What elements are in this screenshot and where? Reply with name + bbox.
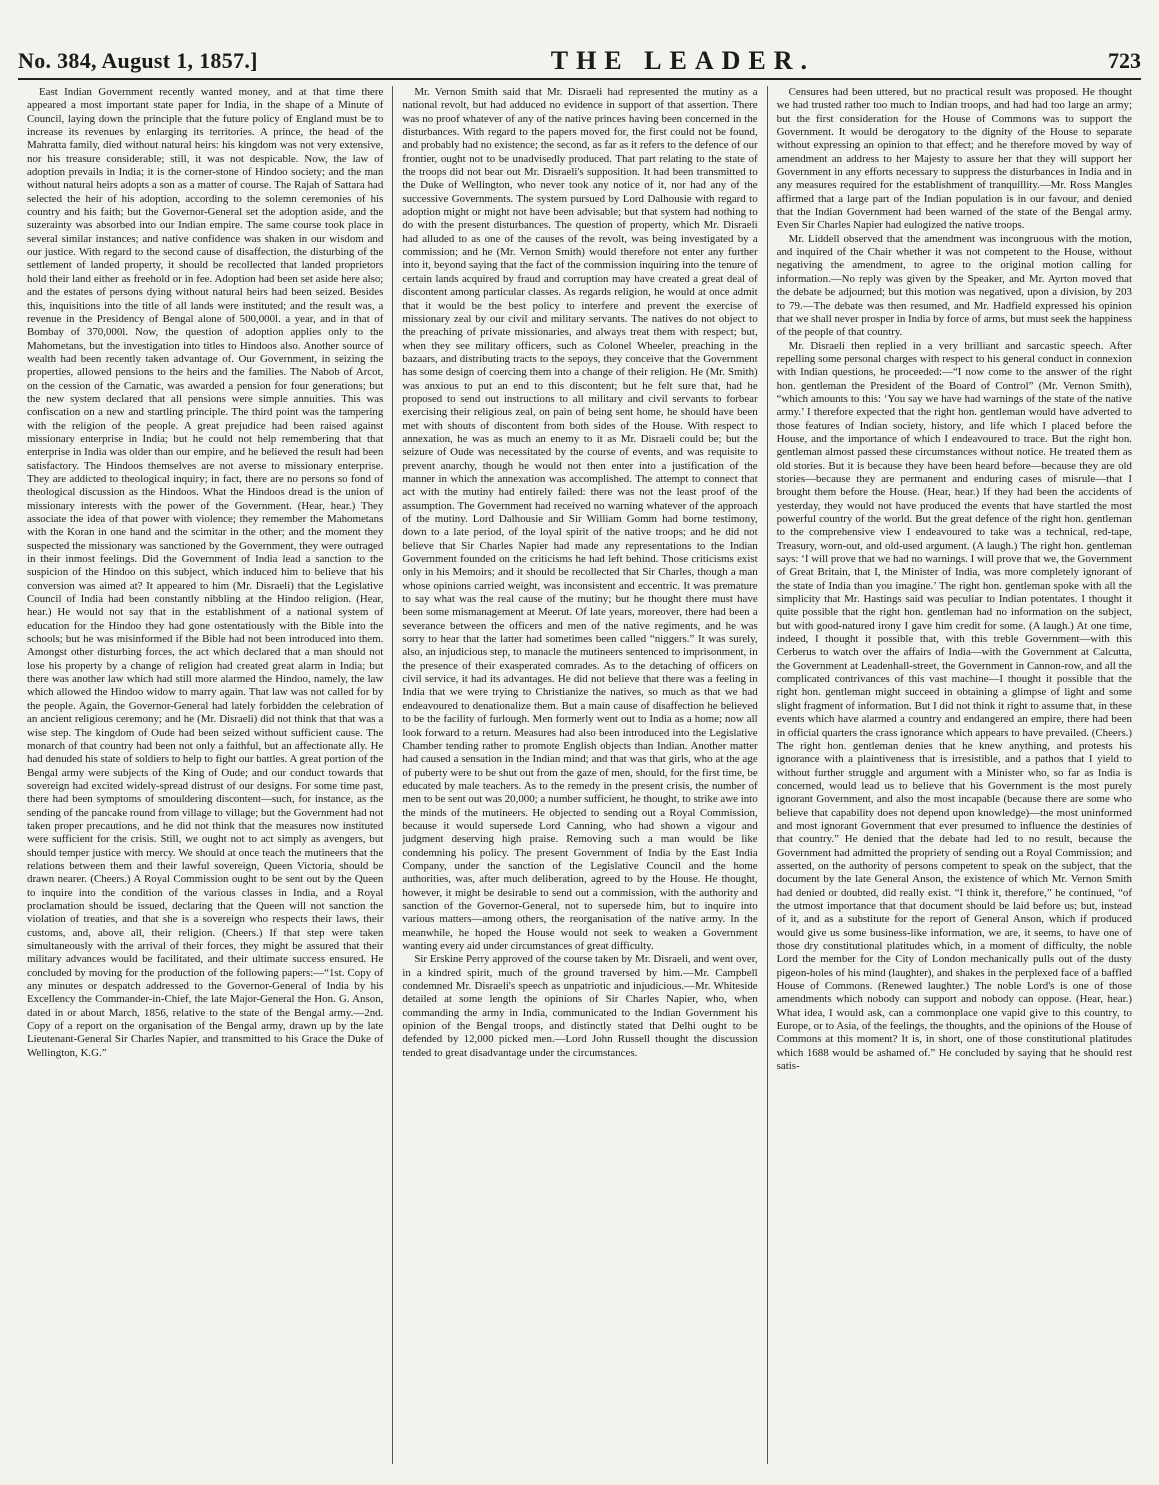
paragraph: East Indian Government recently wanted money, and at that time there appeared a most important state paper for India, in the shape of a Minute of Council, laying down the principle that the future policy of England must be to increase its revenues by enlarging its territories. A prince, the head of the Mahratta family, died without natural heirs: his kingdom was not very extensive, nor his treasure considerable; still, it was not despicable. Now, the law of adoption prevails in India; it is the corner-stone of Hindoo society; and the man without natural heirs adopts a son as a matter of course. The Rajah of Sattara had selected the heir of his adoption, according to the solemn ceremonies of his country and his faith; but the Governor-General set the adoption aside, and the suzerainty was absorbed into our Indian empire. The same course took place in several similar instances; and native confidence was shaken in our wisdom and our justice. With regard to the second cause of disaffection, the disturbing of the settlement of landed property, it should be recollected that landed proprietors hold their land either as freehold or in fee. Adoption had been set aside here also; and the estates of persons dying without natural heirs had been seized. Besides this, inquisitions into the title of all lands were instituted; and the result was, a revenue in the Presidency of Bengal alone of 500,000l. a year, and in that of Bombay of 370,000l. Now, the question of adoption applies only to the Mahometans, but the investigation into titles to Hindoos also. Another source of wealth had been recently taken advantage of. Our Government, in seizing the properties, allowed pensions to the heirs and the families. The Nabob of Arcot, on the cession of the Carnatic, was awarded a pension for four generations; but the new system declared that all pensions were simple annuities. This was confiscation on a new and startling principle. The third point was the tampering with the religion of the people. A great prejudice had been raised against missionary enterprise in India; but he could not help remembering that that enterprise in India was older than our empire, and he believed the result had been satisfactory. The Hindoos themselves are not averse to missionary enterprise. They are addicted to theological inquiry; in fact, there are no persons so fond of theological discussion as the Hindoos. What the Hindoos dread is the union of missionary interests with the power of the Government. (Hear, hear.) They associate the idea of that power with violence; they remember the Mahometans with the Koran in one hand and the scimitar in the other; and the moment they suspected the missionary was sanctioned by the Government, they were outraged in their inmost feelings. Did the Government of India lead a sanction to the suspicion of the Hindoo on this subject, which induced him to believe that his conversion was aimed at? It appeared to him (Mr. Disraeli) that the Legislative Council of India had been constantly nibbling at the Hindoo religion. (Hear, hear.) He would not say that in the establishment of a national system of education for the Hindoo they had gone ostentatiously with the Bible into the schools; but he was misinformed if the Bible had not been introduced into them. Amongst other disturbing forces, the act which declared that a man should not lose his property by a change of religion had created great alarm in India; but there was another law which had still more alarmed the Hindoo, namely, the law which allowed the Hindoo widow to marry again. That law was not called for by the people. Again, the Governor-General had lately forbidden the celebration of an ancient religious ceremony; and he (Mr. Disraeli) did not think that that was a wise step. The kingdom of Oude had been seized without sufficient cause. The monarch of that country had been not only a faithful, but an affectionate ally. He had denuded his state of soldiers to help to fight our battles. A great portion of the Bengal army were subjects of the King of Oude; and our conduct towards that sovereign had excited widely-spread distrust of our designs. For some time past, there had been symptoms of smouldering discontent—such, for instance, as the sending of the pancake round from village to village; but the Government had not taken proper precautions, and he did not think that the measures now instituted were sufficient for the crisis. Still, we ought not to act simply as avengers, but should temper justice with mercy. We should at once teach the mutineers that the relations between them and their lawful sovereign, Queen Victoria, should be drawn nearer. (Cheers.) A Royal Commission ought to be sent out by the Queen to inquire into the condition of the various classes in India, and a Royal proclamation should be issued, declaring that the Queen will not sanction the violation of treaties, and that she is a sovereign who respects their laws, their customs, and, above all, their religion. (Cheers.) If that step were taken simultaneously with the arrival of their forces, they might be assured that their military advances would be facilitated, and their ultimate success ensured. He concluded by moving for the production of the following papers:—“1st. Copy of any minutes or despatch addressed to the Governor-General of India by his Excellency the Commander-in-Chief, the late Major-General the Hon. G. Anson, dated in or about March, 1856, relative to the state of the Bengal army.—2nd. Copy of a report on the organisation of the Bengal army, drawn up by the late Lieutenant-General Sir Charles Napier, and transmitted to his Grace the Duke of Wellington, K.G.” (27, 86, 384, 1059)
masthead (18, 38, 1141, 80)
paragraph: Sir Erskine Perry approved of the course taken by Mr. Disraeli, and went over, in a kindred spirit, much of the ground traversed by him.—Mr. Campbell condemned Mr. Disraeli's speech as unpatriotic and injudicious.—Mr. Whiteside detailed at some length the opinions of Sir Charles Napier, who, when commanding the army in India, communicated to the Indian Government his opinion of the Bengal troops, and distinctly stated that Delhi ought to be defended by 12,000 picked men.—Lord John Russell thought the discussion tended to great disadvantage under the circumstances. (402, 953, 758, 1059)
column-3 (767, 86, 1141, 1464)
issue-date: No. 384, August 1, 1857.] (18, 48, 258, 73)
paragraph: Censures had been uttered, but no practical result was proposed. He thought we had trusted rather too much to Indian troops, and had had too large an army; but the first consideration for the House of Commons was to support the Government. It would be derogatory to the dignity of the House to separate without expressing an opinion to that effect; and he therefore moved by way of amendment an address to her Majesty to assure her that they will support her Government in any efforts necessary to suppress the disturbances in India and in any measures required for the establishment of tranquillity.—Mr. Ross Mangles affirmed that a large part of the Indian population is in our favour, and denied that the Indian Government had been warned of the state of the Bengal army. Even Sir Charles Napier had eulogized the native troops. (776, 86, 1132, 232)
page-number: 723 (1107, 48, 1141, 73)
paragraph: Mr. Vernon Smith said that Mr. Disraeli had represented the mutiny as a national revolt, but had adduced no evidence in support of that assertion. There was no proof whatever of any of the native princes having been concerned in the disturbances. With regard to the papers moved for, the first could not be found, and probably had no existence; the second, as far as it refers to the defence of our frontier, ought not to be unadvisedly produced. That part relating to the state of the troops did not bear out Mr. Disraeli's supposition. It had been transmitted to the Duke of Wellington, who never took any notice of it, nor had any of the successive Governments. The system pursued by Lord Dalhousie with regard to adoption might or might not have been advisable; but that system had nothing to do with the present disturbances. The question of property, which Mr. Disraeli had alluded to as one of the causes of the revolt, was being investigated by a commission; and he (Mr. Vernon Smith) would therefore not enter any further into it, beyond saying that the fact of the commission inquiring into the tenure of certain lands acquired by fraud and corruption may have created a great deal of discontent among particular classes. As regards religion, he would at once admit that it would be the best policy to interfere and prevent the exercise of missionary zeal by our civil and military servants. The natives do not object to the preaching of private missionaries, and always treat them with respect; but, when they see military officers, such as Colonel Wheeler, preaching in the bazaars, and distributing tracts to the sepoys, they conceive that the Government has some design of coercing them into a change of their religion. He (Mr. Smith) was anxious to put an end to this discontent; but he felt sure that, had he proposed to send out instructions to all military and civil servants to forbear exercising their religious zeal, on pain of being sent home, he should have been met with shouts of discontent from both sides of the House. With respect to annexation, he was as much an enemy to it as Mr. Disraeli could be; but the seizure of Oude was necessitated by the course of events, and was requisite to prevent anarchy, though he would not then enter into a justification of the manner in which the annexation was accomplished. The attempt to connect that act with the mutiny had entirely failed: there was not the least proof of the assumption. The Government had received no warning whatever of the approach of the mutiny. Lord Dalhousie and Sir William Gomm had borne testimony, down to a late period, of the loyal spirit of the native troops; and he did not believe that Sir Charles Napier had made any representations to the Indian Government founded on the criticisms he had left behind. Those criticisms exist only in his Memoirs; and it should be recollected that Sir Charles, though a man whose opinions carried weight, was inconsistent and eccentric. It was premature to say what was the real cause of the mutiny; but he thought there must have been some mismanagement at Meerut. Of late years, moreover, there had been a severance between the officers and men of the native regiments, and he was sorry to hear that the latter had sometimes been called “niggers.” It was surely, also, an injudicious step, to manacle the mutineers sentenced to imprisonment, in the presence of their exasperated comrades. As to the detaching of officers on civil service, it had its advantages. He did not believe that there was a feeling in India that we were trying to Christianize the natives, so much as that we had endeavoured to denationalize them. But a main cause of disaffection he believed to be the facility of furlough. Men formerly went out to India as a home; now all look forward to a return. Measures had also been introduced into the Legislative Chamber tending rather to promote English objects than Indian. Another matter had caused a sensation in the Indian mind; and that was that girls, who at the age of puberty were to be shut out from the gaze of men, should, for the first time, be educated by male teachers. As to the remedy in the present crisis, the number of men to be sent out was 20,000; a number sufficient, he thought, to strike awe into the minds of the mutineers. He objected to sending out a Royal Commission, because it would supersede Lord Canning, who had shown a vigour and judgment deserving high praise. Removing such a man would be like condemning his policy. The present Government of India by the East India Company, under the sanction of the Legislative Council and the home authorities, was, after much deliberation, agreed to by the House. He thought, however, it might be desirable to send out a commission, with the authority and sanction of the Governor-General, not to supersede him, but to inquire into various matters—among others, the reorganisation of the native army. In the meanwhile, he hoped the House would not seek to weaken a Government wanting every aid under circumstances of great difficulty. (402, 86, 758, 952)
article-columns (18, 86, 1141, 1464)
column-1 (18, 86, 392, 1464)
paragraph: Mr. Liddell observed that the amendment was incongruous with the motion, and inquired of the Chair whether it was not competent to the House, without negativing the amendment, to agree to the original motion calling for information.—No reply was given by the Speaker, and Mr. Ayrton moved that the debate be adjourned; but this motion was negatived, upon a division, by 203 to 79.—The debate was then resumed, and Mr. Hadfield expressed his opinion that we shall never prosper in India by force of arms, but must seek the happiness of the people of that country. (776, 232, 1132, 339)
newspaper-title: THE LEADER. (550, 46, 815, 75)
paragraph: Mr. Disraeli then replied in a very brilliant and sarcastic speech. After repelling some personal charges with respect to his general conduct in connexion with Indian questions, he proceeded:—“I now come to the answer of the right hon. gentleman the President of the Board of Control” (Mr. Vernon Smith), “which amounts to this: ‘You say we have had warnings of the state of the native army.’ I therefore expected that the right hon. gentleman would have adverted to those features of Indian society, history, and life which I placed before the House, and the importance of which I endeavoured to trace. But the right hon. gentleman almost passed these circumstances without notice. He treated them as old stories. But it is because they have been heard before—because they are old stories—because they are permanent and enduring cases of misrule—that I brought them before the House. (Hear, hear.) If they had been the accidents of yesterday, they would not have produced the events that have startled the most powerful country of the world. But the great defence of the right hon. gentleman to the comprehensive view I endeavoured to take was a technical, red-tape, Treasury, worn-out, and old-used argument. (A laugh.) The right hon. gentleman says: ‘I will prove that we had no warnings. I will prove that we, the Government of Great Britain, that I, the Minister of India, was more completely ignorant of the state of India than you imagine.’ The right hon. gentleman spoke with all the simplicity that Mr. Hastings said was peculiar to Indian potentates. I thought it quite possible that the right hon. gentleman had no information on the subject, but with good-natured irony I gave him credit for some. (A laugh.) At one time, indeed, I thought it possible that, with this treble Government—with this Cerberus to watch over the affairs of India—with the Government at Calcutta, the Government at Leadenhall-street, the Government in Cannon-row, and all the complicated contrivances of this vast machine—I thought it possible that the right hon. gentleman might succeed in obtaining a glimpse of light and some slight fragment of information. But I did not think it right to assume that, in these events which have alarmed a country and endangered an empire, there had been in official quarters the crass ignorance which appears to have prevailed. (Cheers.) The right hon. gentleman denies that he knew anything, and protests his ignorance with a plaintiveness that is irresistible, and a pathos that I yield to without further struggle and argument with a Minister who, so far as India is concerned, would lead us to believe that his Government is the most purely ignorant Government, and also the most incapable (because there are some who believe that capability does not depend upon knowledge)—the most uninformed and most ignorant Government that ever presumed to influence the destinies of that country.” He denied that the debate had led to no result, because the Government had admitted the propriety of sending out a Royal Commission; and asserted, on the authority of persons competent to speak on the subject, that the document by the late General Anson, the existence of which Mr. Vernon Smith had denied or doubted, did really exist. “I think it, therefore,” he continued, “of the utmost importance that that document should be laid before us; but, instead of it, and as a substitute for the report of General Anson, which if produced would give us some business-like information, we are, it seems, to have one of those dry constitutional platitudes which, in a moment of difficulty, the noble Lord the member for the City of London mechanically pulls out of the dusty pigeon-holes of his mind (laughter), and shakes in the perplexed face of a baffled House of Commons. (Renewed laughter.) The noble Lord's is one of those amendments which nobody can support and nobody can oppose. (Hear, hear.) What idea, I would ask, can a commonplace one vapid give to this country, to Europe, or to Asia, of the feelings, the thoughts, and the opinions of the House of Commons at this moment? It is, in short, one of those constitutional platitudes which 1688 would be ashamed of.” He concluded by saying that he should rest satis- (776, 339, 1132, 1073)
column-2 (392, 86, 766, 1464)
